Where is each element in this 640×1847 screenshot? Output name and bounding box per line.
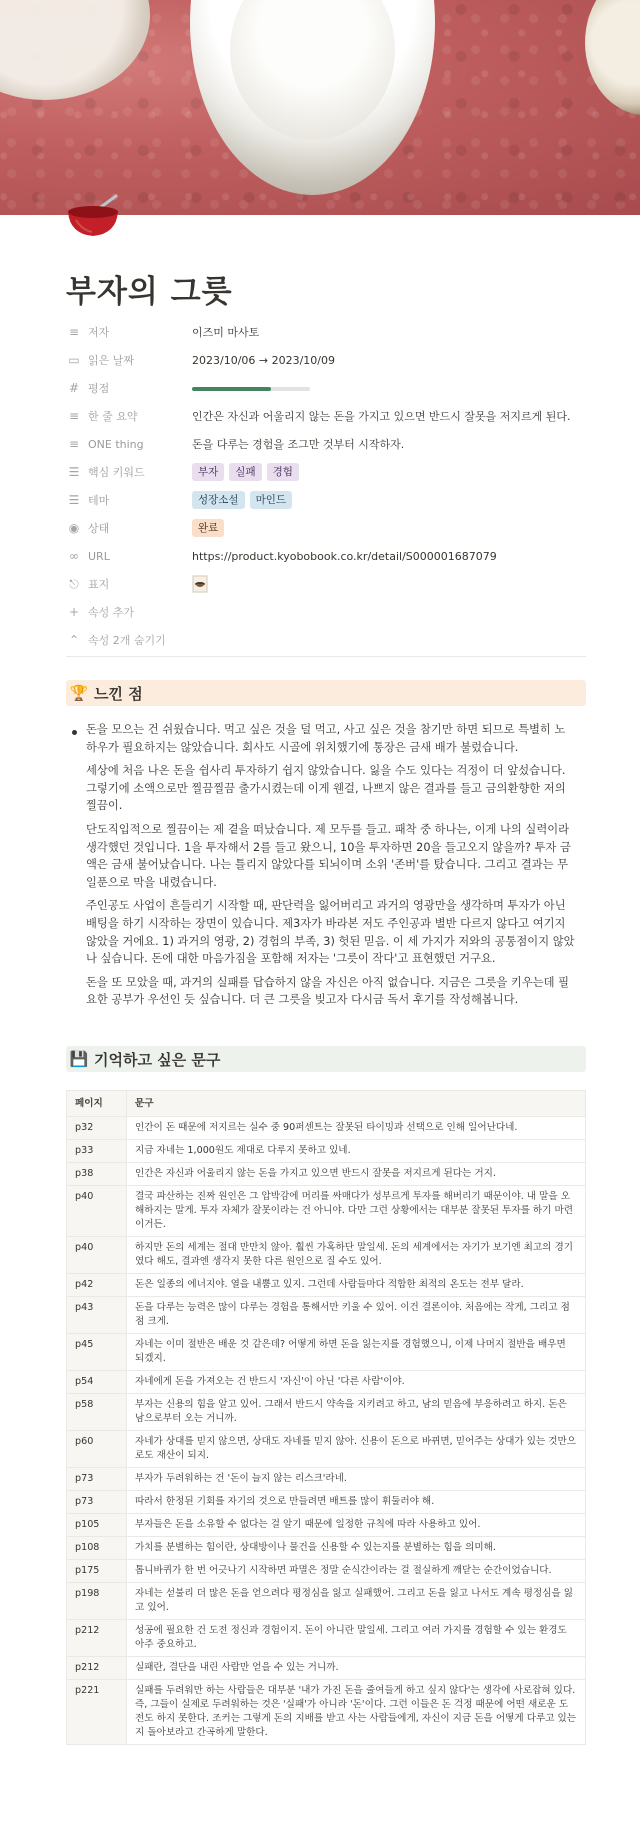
property-summary[interactable] [66,402,586,430]
table-header-row [67,1091,586,1117]
quote-cell[interactable]: 자네는 이미 절반은 배운 것 같은데? 어떻게 하면 돈을 잃는지를 경험했으니, 이제 나머지 절반을 배우면 되겠지. [127,1334,586,1371]
table-row[interactable] [67,1657,586,1680]
property-name: 한 줄 요약 [88,410,138,423]
section-title: 느낀 점 [94,684,143,703]
quote-cell[interactable]: 실패를 두려워만 하는 사람들은 대부분 '내가 가진 돈을 줄여들게 하고 싶지 않다'는 생각에 사로잡혀 있다. 즉, 그들이 실제로 두려워하는 것은 '실패'가 아니라 '돈'이다. 그런 이들은 돈 걱정 때문에 어떤 새로운 도전도 하지 못한다. 조커는 그렇게 돈의 지배를 받고 사는 사람들에게, 자신이 지금 돈을 어떻게 다루고 있는지 돌아보라고 간곡하게 말한다. [127,1680,586,1745]
section-heading-quotes[interactable] [66,1046,586,1072]
cover-thumbnail[interactable] [192,575,208,593]
table-row[interactable] [67,1371,586,1394]
page-cell[interactable]: p33 [67,1140,127,1163]
table-row[interactable] [67,1274,586,1297]
floppy-disk-icon: 💾 [69,1050,89,1068]
trophy-icon: 🏆 [69,684,89,702]
page-cell[interactable]: p60 [67,1431,127,1468]
table-row[interactable] [67,1620,586,1657]
tag[interactable]: 성장소설 [192,491,245,509]
property-one-thing[interactable] [66,430,586,458]
text-lines-icon: ≡ [68,325,80,339]
quote-cell[interactable]: 따라서 한정된 기회를 자기의 것으로 만들려면 배트를 많이 휘둘러야 해. [127,1491,586,1514]
property-name: 평점 [88,382,110,395]
plus-icon: + [68,605,80,619]
quote-cell[interactable]: 성공에 필요한 건 도전 정신과 경험이지. 돈이 아니란 말일세. 그리고 여러 가지를 경험할 수 있는 환경도 아주 중요하고. [127,1620,586,1657]
quote-cell[interactable]: 자네는 섣불리 더 많은 돈을 얻으려다 평정심을 잃고 실패했어. 그리고 돈을 잃고 나서도 계속 평정심을 잃고 있어. [127,1583,586,1620]
page-cell[interactable]: p40 [67,1237,127,1274]
table-row[interactable] [67,1491,586,1514]
property-value[interactable]: 2023/10/06 → 2023/10/09 [192,353,336,367]
page-cell[interactable]: p105 [67,1514,127,1537]
page-cell[interactable]: p45 [67,1334,127,1371]
quote-cell[interactable]: 가치를 분별하는 힘이란, 상대방이나 물건을 신용할 수 있는지를 분별하는 힘을 의미해. [127,1537,586,1560]
property-name: 테마 [88,494,110,507]
property-value[interactable]: 돈을 다루는 경험을 조그만 것부터 시작하자. [192,438,405,451]
table-row[interactable] [67,1297,586,1334]
quote-cell[interactable]: 돈은 일종의 에너지야. 열을 내뿜고 있지. 그런데 사람들마다 적합한 최적의 온도는 전부 달라. [127,1274,586,1297]
property-read-date[interactable] [66,346,586,374]
text-lines-icon: ≡ [68,409,80,423]
column-header-quote[interactable]: 문구 [127,1091,586,1117]
table-row[interactable] [67,1237,586,1274]
property-keywords[interactable] [66,458,586,486]
page-cell[interactable]: p108 [67,1537,127,1560]
bullet-dot [72,730,77,735]
quote-cell[interactable]: 실패란, 결단을 내린 사람만 얻을 수 있는 거니까. [127,1657,586,1680]
property-name: ONE thing [88,437,144,451]
page-cell[interactable]: p32 [67,1117,127,1140]
impressions-text [86,721,576,1015]
page-cell[interactable]: p212 [67,1657,127,1680]
quote-cell[interactable]: 지금 자네는 1,000원도 제대로 다루지 못하고 있네. [127,1140,586,1163]
divider [66,656,586,657]
quote-cell[interactable]: 인간이 돈 때문에 저지르는 실수 중 90퍼센트는 잘못된 타이밍과 선택으로 인해 일어난다네. [127,1117,586,1140]
table-row[interactable] [67,1117,586,1140]
page-title[interactable]: 부자의 그릇 [66,274,233,310]
cover-image[interactable] [0,0,640,215]
tag[interactable]: 부자 [192,463,224,481]
table-row[interactable] [67,1583,586,1620]
hash-icon: # [68,381,80,395]
page-cell[interactable]: p38 [67,1163,127,1186]
quote-cell[interactable]: 돈을 다루는 능력은 많이 다루는 경험을 통해서만 키울 수 있어. 이건 결론이야. 처음에는 작게, 그리고 점점 크게. [127,1297,586,1334]
bowl-with-spoon-icon[interactable] [64,190,122,240]
property-name: 저자 [88,326,110,339]
paperclip-icon: ⎋ [69,576,79,591]
property-cover[interactable] [66,570,586,598]
page-cell[interactable]: p221 [67,1680,127,1745]
property-name: 핵심 키워드 [88,466,145,479]
status-icon: ◉ [68,521,80,535]
quote-cell[interactable]: 자네에게 돈을 가져오는 건 반드시 '자신'이 아닌 '다른 사람'이야. [127,1371,586,1394]
page-cell[interactable]: p73 [67,1491,127,1514]
quote-cell[interactable]: 인간은 자신과 어울리지 않는 돈을 가지고 있으면 반드시 잘못을 저지르게 된다는 거지. [127,1163,586,1186]
quote-cell[interactable]: 부자가 두려워하는 건 '돈이 늘지 않는 리스크'라네. [127,1468,586,1491]
page-cell[interactable]: p42 [67,1274,127,1297]
rating-bar-fill [192,387,271,391]
property-theme[interactable] [66,486,586,514]
quote-cell[interactable]: 톱니바퀴가 한 번 어긋나기 시작하면 파멸은 정말 순식간이라는 걸 절실하게 깨닫는 순간이었습니다. [127,1560,586,1583]
property-value[interactable]: 이즈미 마사토 [192,326,260,339]
status-badge[interactable]: 완료 [192,519,224,537]
page-cell[interactable]: p58 [67,1394,127,1431]
quotes-table [66,1090,586,1745]
property-name: URL [88,549,110,563]
property-name: 상태 [88,522,110,535]
property-status[interactable] [66,514,586,542]
quote-cell[interactable]: 결국 파산하는 진짜 원인은 그 압박감에 머리를 싸매다가 성부르게 투자를 해버리기 때문이야. 내 말을 오해하지는 말게. 투자 자체가 잘못이라는 건 아니야. 다만 그런 상황에서는 대부분 잘못된 투자를 하기 마련이거든. [127,1186,586,1237]
tag[interactable]: 실패 [229,463,261,481]
table-row[interactable] [67,1186,586,1237]
table-row[interactable] [67,1514,586,1537]
paragraph[interactable]: 단도직입적으로 찔끔이는 제 곁을 떠났습니다. 제 모두를 들고. 패착 중 하나는, 이게 나의 실력이라 생각했던 것입니다. 1을 투자해서 2를 들고 왔으니, 10을 투자하면 20을 들고오지 않을까? 투자 금액은 금새 불어났습니다. 나는 틀리지 않았다를 되뇌이며 소위 '존버'를 탔습니다. 그리고 결과는 무일푼으로 막을 내렸습니다. [86,822,571,889]
add-property-label: 속성 추가 [88,606,135,619]
table-row[interactable] [67,1468,586,1491]
page-cell[interactable]: p54 [67,1371,127,1394]
table-row[interactable] [67,1560,586,1583]
property-name: 읽은 날짜 [88,354,135,367]
page-cell[interactable]: p43 [67,1297,127,1334]
table-row[interactable] [67,1537,586,1560]
calendar-icon: ▭ [68,353,80,367]
tag[interactable]: 마인드 [250,491,292,509]
url-link[interactable]: https://product.kyobobook.co.kr/detail/S000001687079 [192,549,497,563]
section-title: 기억하고 싶은 문구 [94,1050,221,1069]
paragraph[interactable]: 세상에 처음 나온 돈을 쉽사리 투자하기 쉽지 않았습니다. 잃을 수도 있다는 걱정이 더 앞섰습니다. 그렇기에 소액으로만 찔끔찔끔 출가시켰는데 이게 웬걸, 나쁘지 않은 결과를 들고 금의환향한 저의 찔끔이. [86,764,566,813]
rating-bar[interactable] [192,387,310,391]
quote-cell[interactable]: 하지만 돈의 세계는 절대 만만치 않아. 훨씬 가혹하단 말일세. 돈의 세계에서는 자기가 보기엔 최고의 경기였다 해도, 결과엔 생각지 못한 다른 원인으로 질 수도 있어. [127,1237,586,1274]
quote-cell[interactable]: 부자들은 돈을 소유할 수 없다는 걸 알기 때문에 일정한 규칙에 따라 사용하고 있어. [127,1514,586,1537]
table-row[interactable] [67,1394,586,1431]
hidden-properties-toggle[interactable] [66,626,586,654]
text-lines-icon: ≡ [68,437,80,451]
property-rating[interactable] [66,374,586,402]
add-property-button[interactable] [66,598,586,626]
page-cell[interactable]: p73 [67,1468,127,1491]
table-row[interactable] [67,1680,586,1745]
property-name: 표지 [88,578,110,591]
list-icon: ☰ [68,465,80,479]
properties-panel [66,318,586,654]
property-url[interactable] [66,542,586,570]
page-cell[interactable]: p175 [67,1560,127,1583]
column-header-page[interactable]: 페이지 [67,1091,127,1117]
table-row[interactable] [67,1140,586,1163]
link-icon: ∞ [69,549,79,563]
section-heading-impressions[interactable] [66,680,586,706]
paragraph[interactable]: 돈을 또 모았을 때, 과거의 실패를 답습하지 않을 자신은 아직 없습니다. 지금은 그릇을 키우는데 필요한 공부가 우선인 듯 싶습니다. 더 큰 그릇을 빚고자 다시금 독서 후기를 작성해봅니다. [86,975,570,1007]
page-cell[interactable]: p212 [67,1620,127,1657]
property-author[interactable] [66,318,586,346]
quote-cell[interactable]: 부자는 신용의 힘을 알고 있어. 그래서 반드시 약속을 지키려고 하고, 남의 믿음에 부응하려고 하지. 돈은 남으로부터 오는 거니까. [127,1394,586,1431]
quote-cell[interactable]: 자네가 상대를 믿지 않으면, 상대도 자네를 믿지 않아. 신용이 돈으로 바뀌면, 믿어주는 상대가 있는 것만으로도 재산이 되지. [127,1431,586,1468]
table-row[interactable] [67,1163,586,1186]
property-value[interactable]: 인간은 자신과 어울리지 않는 돈을 가지고 있으면 반드시 잘못을 저지르게 된다. [192,410,571,423]
table-row[interactable] [67,1431,586,1468]
paragraph[interactable]: 돈을 모으는 건 쉬웠습니다. 먹고 싶은 것을 덜 먹고, 사고 싶은 것을 참기만 하면 되므로 특별히 노하우가 필요하지는 않았습니다. 회사도 시골에 위치했기에 통장은 금새 배가 불렀습니다. [86,723,566,754]
chevron-up-icon: ⌃ [68,633,80,647]
paragraph[interactable]: 주인공도 사업이 흔들리기 시작할 때, 판단력을 잃어버리고 과거의 영광만을 생각하며 투자가 아닌 배팅을 하기 시작하는 장면이 있습니다. 제3자가 바라본 저도 주인공과 별반 다르지 않다고 여기지 않았을 거에요. 1) 과거의 영광, 2) 경험의 부족, 3) 헛된 믿음. 이 세 가지가 저와의 공통점이지 않았나 싶습니다. 돈에 대한 마음가짐을 포함해 저자는 '그릇이 작다'고 표현했던 거구요. [86,899,575,966]
page-cell[interactable]: p198 [67,1583,127,1620]
tag[interactable]: 경험 [267,463,299,481]
table-row[interactable] [67,1334,586,1371]
page-cell[interactable]: p40 [67,1186,127,1237]
list-icon: ☰ [68,493,80,507]
hidden-properties-label: 속성 2개 숨기기 [88,634,166,647]
